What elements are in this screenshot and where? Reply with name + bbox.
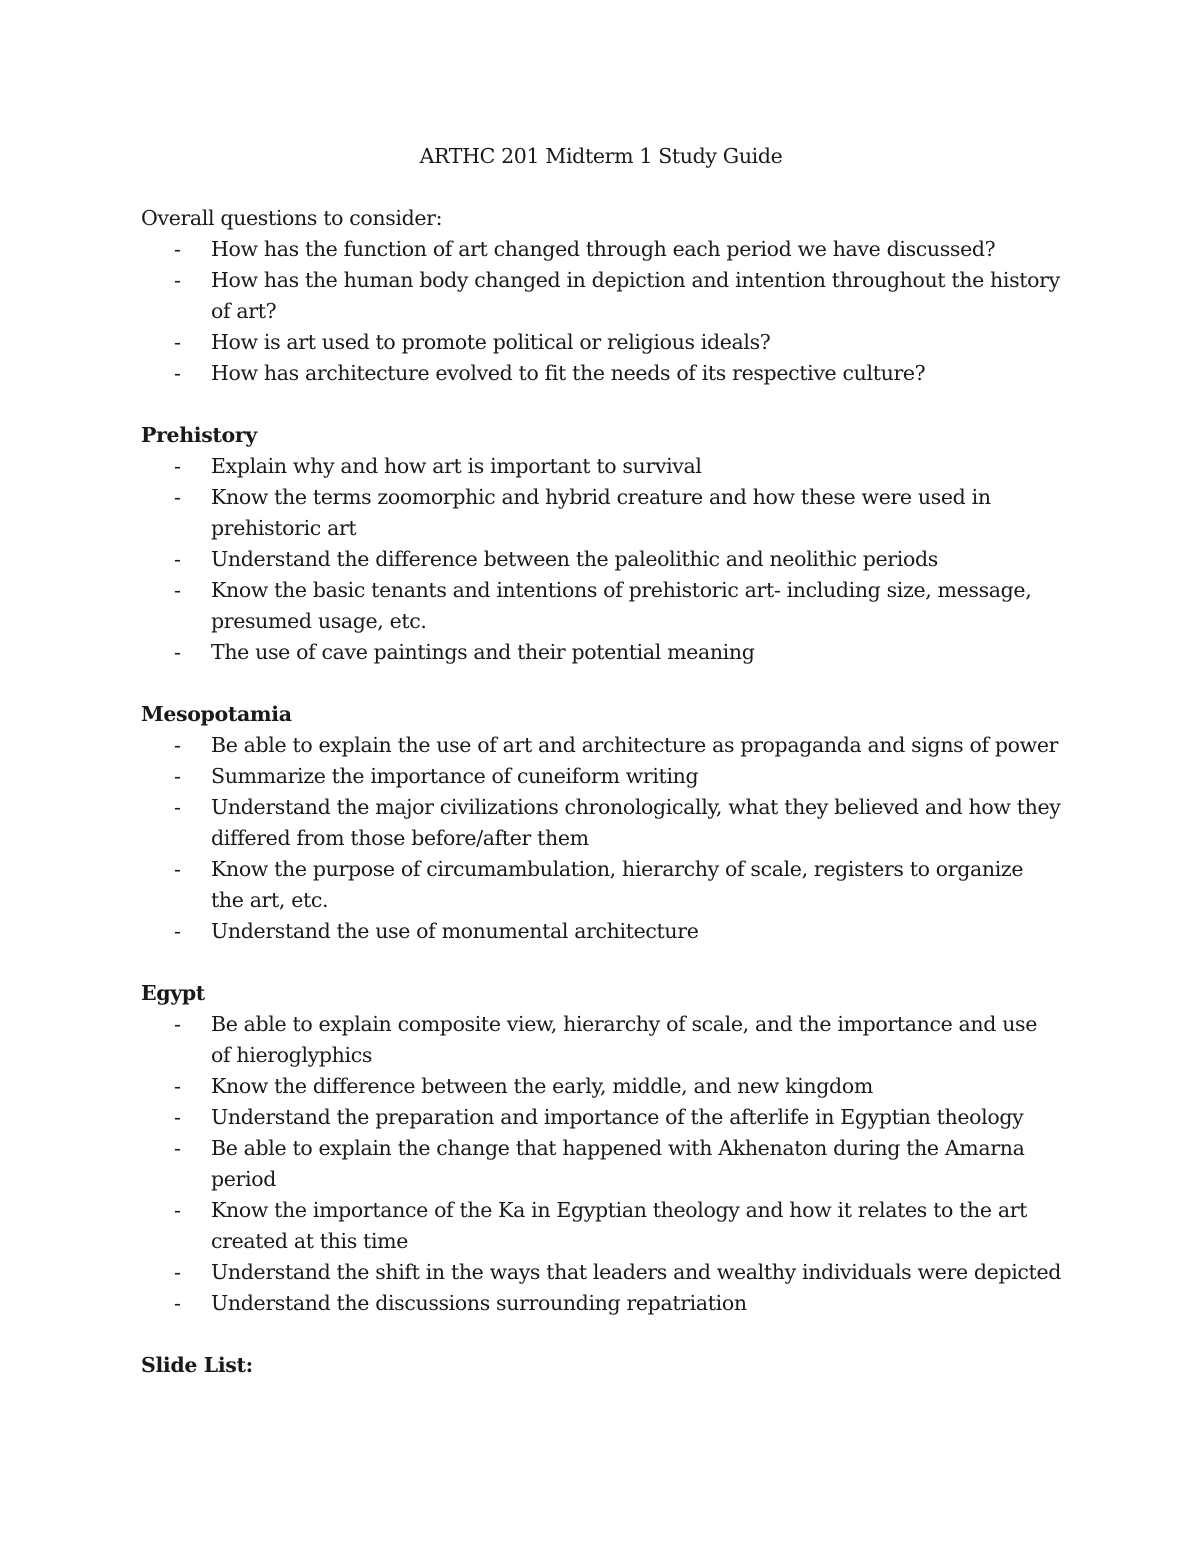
bullet-dash: - — [174, 578, 181, 602]
list-item-text: Be able to explain the use of art and architecture as propaganda and signs of power — [211, 733, 1059, 757]
list-item-text: Understand the preparation and importance of the afterlife in Egyptian theology — [211, 1105, 1024, 1129]
list-item — [141, 358, 1061, 389]
bullet-dash: - — [174, 764, 181, 788]
bullet-dash: - — [174, 268, 181, 292]
bullet-dash: - — [174, 485, 181, 509]
list-item-text: Understand the difference between the paleolithic and neolithic periods — [211, 547, 938, 571]
list-item — [141, 916, 1061, 947]
list-item — [141, 234, 1061, 265]
bullet-dash: - — [174, 237, 181, 261]
spacer — [141, 947, 1061, 978]
bullet-dash: - — [174, 795, 181, 819]
list-item — [141, 1009, 1061, 1071]
egypt-list — [141, 1009, 1061, 1319]
list-item — [141, 1071, 1061, 1102]
list-item-text: How has architecture evolved to fit the needs of its respective culture? — [211, 361, 926, 385]
list-item — [141, 575, 1061, 637]
list-item — [141, 327, 1061, 358]
list-item-text: How is art used to promote political or religious ideals? — [211, 330, 771, 354]
mesopotamia-list — [141, 730, 1061, 947]
list-item — [141, 1257, 1061, 1288]
section-heading-mesopotamia: Mesopotamia — [141, 702, 292, 726]
list-item-text: Know the terms zoomorphic and hybrid creature and how these were used in prehistoric art — [211, 485, 991, 540]
list-item-text: Understand the shift in the ways that leaders and wealthy individuals were depicted — [211, 1260, 1061, 1284]
list-item — [141, 854, 1061, 916]
list-item — [141, 1288, 1061, 1319]
list-item-text: Be able to explain composite view, hierarchy of scale, and the importance and use of hieroglyphics — [211, 1012, 1037, 1067]
list-item — [141, 451, 1061, 482]
bullet-dash: - — [174, 1291, 181, 1315]
list-item — [141, 637, 1061, 668]
list-item-text: Summarize the importance of cuneiform writing — [211, 764, 699, 788]
list-item — [141, 792, 1061, 854]
list-item-text: Understand the discussions surrounding repatriation — [211, 1291, 747, 1315]
list-item-text: Understand the use of monumental architecture — [211, 919, 699, 943]
list-item — [141, 761, 1061, 792]
bullet-dash: - — [174, 919, 181, 943]
list-item — [141, 1102, 1061, 1133]
document-title: ARTHC 201 Midterm 1 Study Guide — [419, 144, 783, 168]
list-item — [141, 1195, 1061, 1257]
list-item-text: Know the difference between the early, middle, and new kingdom — [211, 1074, 873, 1098]
bullet-dash: - — [174, 1105, 181, 1129]
list-item — [141, 1133, 1061, 1195]
spacer — [141, 172, 1061, 203]
bullet-dash: - — [174, 1074, 181, 1098]
list-item-text: Know the purpose of circumambulation, hierarchy of scale, registers to organize the art, etc. — [211, 857, 1024, 912]
bullet-dash: - — [174, 1012, 181, 1036]
bullet-dash: - — [174, 857, 181, 881]
slide-list-heading: Slide List: — [141, 1353, 253, 1377]
list-item — [141, 730, 1061, 761]
section-heading-egypt: Egypt — [141, 981, 205, 1005]
list-item — [141, 265, 1061, 327]
intro-label: Overall questions to consider: — [141, 206, 443, 230]
document-body — [141, 141, 1061, 1381]
bullet-dash: - — [174, 1198, 181, 1222]
bullet-dash: - — [174, 361, 181, 385]
list-item-text: The use of cave paintings and their potential meaning — [211, 640, 755, 664]
list-item — [141, 482, 1061, 544]
bullet-dash: - — [174, 1260, 181, 1284]
list-item-text: Know the importance of the Ka in Egyptian theology and how it relates to the art created at this time — [211, 1198, 1028, 1253]
prehistory-list — [141, 451, 1061, 668]
spacer — [141, 389, 1061, 420]
list-item-text: Understand the major civilizations chronologically, what they believed and how they differed from those before/after them — [211, 795, 1061, 850]
bullet-dash: - — [174, 454, 181, 478]
bullet-dash: - — [174, 547, 181, 571]
list-item-text: How has the human body changed in depiction and intention throughout the history of art? — [211, 268, 1060, 323]
spacer — [141, 668, 1061, 699]
list-item-text: Explain why and how art is important to survival — [211, 454, 702, 478]
bullet-dash: - — [174, 1136, 181, 1160]
list-item-text: How has the function of art changed through each period we have discussed? — [211, 237, 996, 261]
bullet-dash: - — [174, 330, 181, 354]
bullet-dash: - — [174, 640, 181, 664]
list-item-text: Be able to explain the change that happened with Akhenaton during the Amarna period — [211, 1136, 1025, 1191]
section-heading-prehistory: Prehistory — [141, 423, 257, 447]
spacer — [141, 1319, 1061, 1350]
bullet-dash: - — [174, 733, 181, 757]
intro-list — [141, 234, 1061, 389]
list-item — [141, 544, 1061, 575]
list-item-text: Know the basic tenants and intentions of prehistoric art- including size, message, presumed usage, etc. — [211, 578, 1032, 633]
